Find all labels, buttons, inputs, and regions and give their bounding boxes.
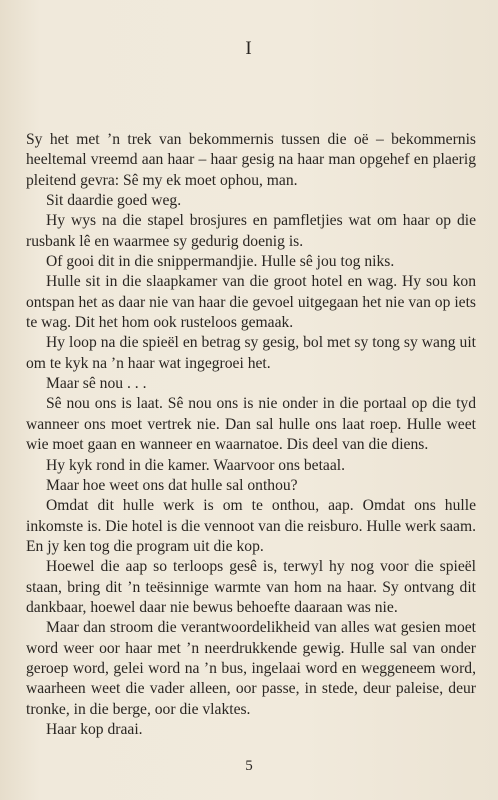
paragraph: Sit daardie goed weg. [46, 192, 182, 210]
paragraph: Omdat dit hulle werk is om te onthou, aap. Omdat ons hulle inkomste is. Die hotel is die vennoot van die reisburo. Hulle werk saam. En jy ken tog die program uit die kop. [26, 497, 476, 555]
paragraph: Of gooi dit in die snippermandjie. Hulle sê jou tog niks. [46, 253, 395, 271]
paragraph: Maar dan stroom die verantwoordelikheid van alles wat gesien moet word weer oor haar met ’n neerdrukkende gewig. Hulle sal van onder geroep word, gelei word na ’n bus, ingelaai word en weggeneem word, waarheen weet die vader alleen, oor passe, in stede, deur paleise, deur tronke, in die berge, oor die vlaktes. [26, 619, 476, 718]
paragraph: Hulle sit in die slaapkamer van die groot hotel en wag. Hy sou kon ontspan het as daar nie van haar die gevoel uitgegaan het nie van op iets te wag. Dit het hom ook rusteloos gemaak. [26, 273, 476, 332]
paragraph: Maar hoe weet ons dat hulle sal onthou? [46, 476, 298, 494]
paragraph: Haar kop draai. [46, 720, 143, 738]
paragraph: Hoewel die aap so terloops gesê is, terwyl hy nog voor die spieël staan, bring dit ’n teësinnige warmte van hom na haar. Sy ontvang dit dankbaar, hoewel daar nie bewus behoefte daaraan was nie. [26, 558, 476, 616]
paragraph: Sê nou ons is laat. Sê nou ons is nie onder in die portaal op die tyd wanneer ons moet vertrek nie. Dan sal hulle ons laat roep. Hulle weet wie moet gaan en wanneer en waarnatoe. Dis deel van die diens. [26, 395, 476, 454]
body-text [26, 130, 476, 740]
paragraph: Hy loop na die spieël en betrag sy gesig, bol met sy tong sy wang uit om te kyk na ’n haar wat ingegroei het. [26, 334, 476, 372]
paragraph: Sy het met ’n trek van bekommernis tussen die oë – bekommernis heeltemal vreemd aan haar – haar gesig na haar man opgehef en plaerig pleitend gevra: Sê my ek moet ophou, man. [26, 131, 476, 189]
paragraph: Hy kyk rond in die kamer. Waarvoor ons betaal. [46, 456, 345, 474]
chapter-number: I [245, 38, 253, 59]
page-number: 5 [245, 758, 253, 774]
paragraph: Hy wys na die stapel brosjures en pamfletjies wat om haar op die rusbank lê en waarmee sy gedurig doenig is. [26, 212, 476, 250]
paragraph: Maar sê nou . . . [46, 375, 147, 393]
